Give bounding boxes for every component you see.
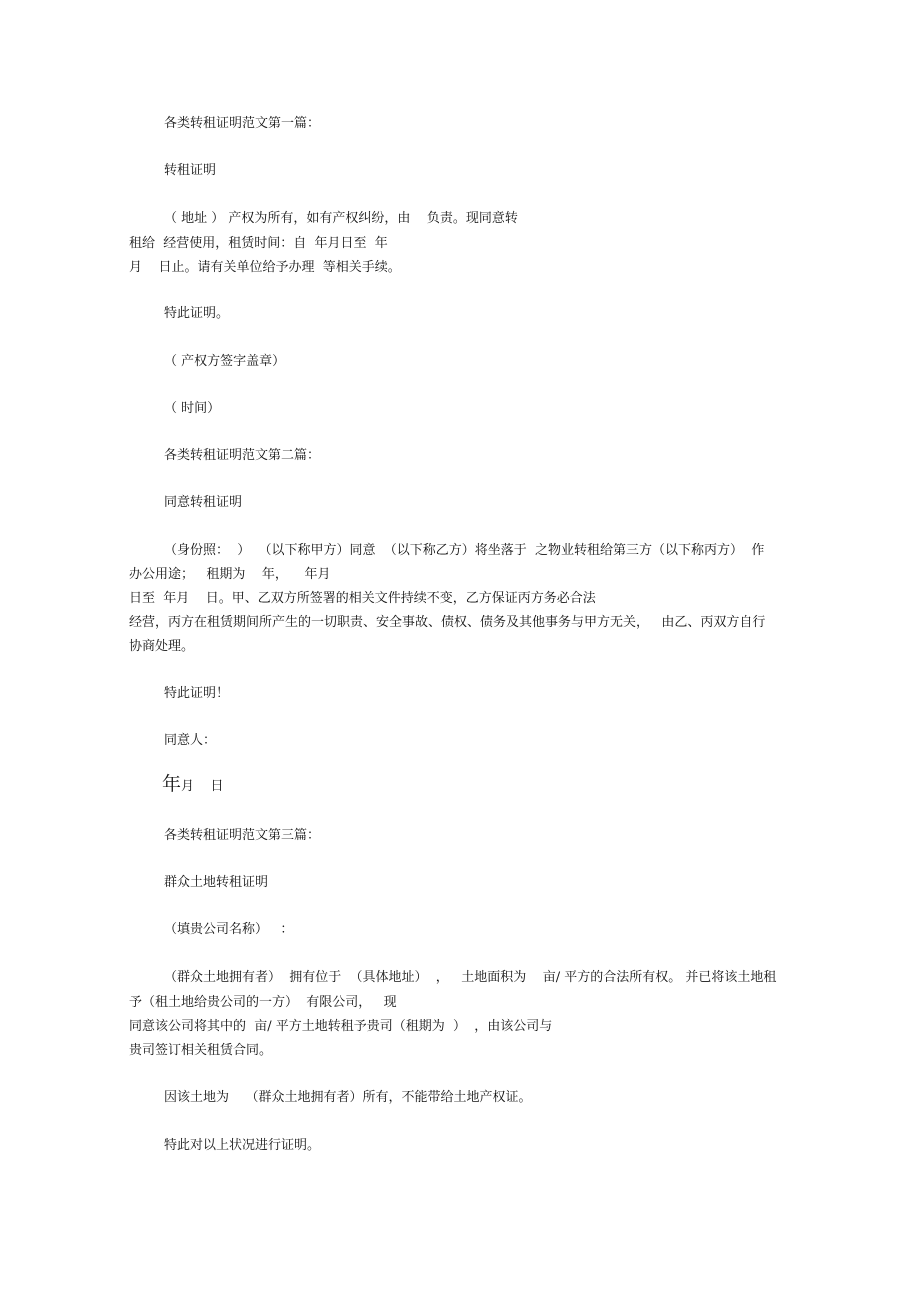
section3-para-line3: 同意该公司将其中的 亩/ 平方土地转租予贵司（租期为 ） ，由该公司与 [129,1019,553,1034]
section2-consent: 同意人： [164,733,217,748]
section3-para-line4: 贵司签订相关租赁合同。 [129,1043,273,1058]
section2-date-rest: 月 日 [181,779,224,794]
section2-para-line5: 协商处理。 [129,639,195,654]
section1-heading: 各类转租证明范文第一篇： [164,116,321,131]
section2-closing: 特此证明！ [164,686,230,701]
section2-para-line4: 经营，丙方在租赁期间所产生的一切职责、安全事故、债权、债务及其他事务与甲方无关， 由乙、丙双方自行 [129,615,766,630]
section3-para-line1: （群众土地拥有者） 拥有位于 （具体地址） ， 土地面积为 亩/ 平方的合法所有权。 并已将该土地租 [164,970,777,985]
section2-date [162,773,224,795]
section1-para-line2: 租给 经营使用，租赁时间：自 年月日至 年 [129,236,388,251]
section2-para-line1: （身份照： ） （以下称甲方）同意 （以下称乙方）将坐落于 之物业转租给第三方（以下称丙方） 作 [164,543,765,558]
section2-title: 同意转租证明 [164,495,243,510]
section2-date-year: 年 [162,773,182,795]
section3-title: 群众土地转租证明 [164,875,269,890]
section3-reason: 因该土地为 （群众土地拥有者）所有，不能带给土地产权证。 [164,1090,532,1105]
section1-closing: 特此证明。 [164,306,230,321]
section1-signature: （ 产权方签字盖章） [164,354,286,369]
section3-closing: 特此对以上状况进行证明。 [164,1138,321,1153]
section3-para-line2: 予（租土地给贵公司的一方） 有限公司， 现 [129,995,397,1010]
section1-para-line1: （ 地址 ） 产权为所有，如有产权纠纷，由 负责。现同意转 [164,211,518,226]
section3-heading: 各类转租证明范文第三篇： [164,828,321,843]
section1-date: （ 时间） [164,401,221,416]
section2-heading: 各类转租证明范文第二篇： [164,448,321,463]
section3-addressee: （填贵公司名称） ： [164,922,294,937]
section2-para-line2: 办公用途； 租期为 年， 年月 [129,567,331,582]
section1-title: 转租证明 [164,163,217,178]
section1-para-line3: 月 日止。请有关单位给予办理 等相关手续。 [129,260,401,275]
section2-para-line3: 日至 年月 日。甲、乙双方所签署的相关文件持续不变，乙方保证丙方务必合法 [129,591,596,606]
